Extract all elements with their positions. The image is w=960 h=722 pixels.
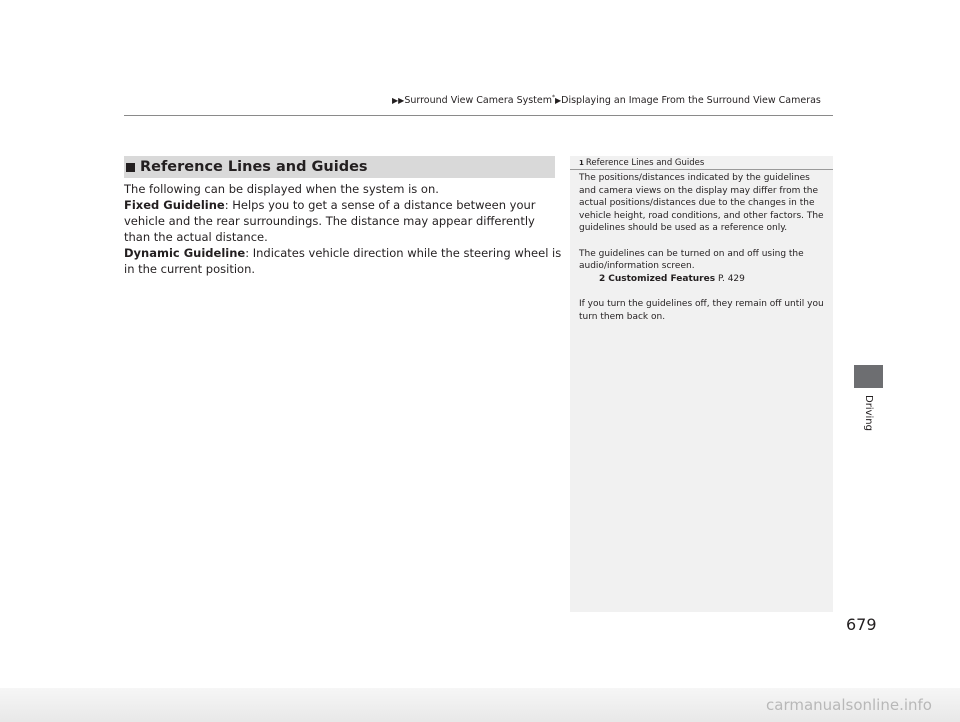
sidebar-rule bbox=[570, 169, 833, 170]
square-bullet-icon bbox=[126, 163, 135, 172]
breadcrumb-star: * bbox=[552, 94, 555, 101]
sidebar-para: The positions/distances indicated by the guidelines and camera views on the display may differ from the actual positions/distances due to the changes in the vehicle height, road conditions, and other factors. The guidelines should be used as a reference only. bbox=[579, 173, 824, 234]
sidebar-body bbox=[579, 172, 829, 336]
chapter-tab-label: Driving bbox=[863, 395, 874, 431]
breadcrumb-arrow-icon: ▶ bbox=[555, 96, 562, 106]
cross-reference-link[interactable] bbox=[579, 273, 829, 286]
sidebar-para-text: The guidelines can be turned on and off using the audio/information screen. bbox=[579, 248, 804, 272]
sidebar-note bbox=[570, 156, 833, 612]
section-heading-text: Reference Lines and Guides bbox=[140, 159, 368, 175]
section-heading bbox=[124, 156, 555, 178]
intro-text: The following can be displayed when the system is on. bbox=[124, 182, 439, 196]
breadcrumb bbox=[392, 94, 821, 106]
note-number-icon: 1 bbox=[579, 159, 584, 167]
sidebar-para: If you turn the guidelines off, they remain off until you turn them back on. bbox=[579, 298, 824, 322]
breadcrumb-arrow-icon: ▶▶ bbox=[392, 96, 405, 106]
sidebar-title bbox=[579, 158, 704, 168]
watermark-text: carmanualsonline.info bbox=[766, 696, 932, 714]
header-rule bbox=[124, 115, 833, 116]
guideline-term: Dynamic Guideline bbox=[124, 246, 246, 260]
chapter-tab-marker bbox=[854, 365, 883, 388]
guideline-item bbox=[124, 197, 564, 245]
guideline-desc: : Indicates vehicle direction while the steering wheel is in the current position. bbox=[124, 246, 562, 276]
section-body bbox=[124, 181, 564, 277]
breadcrumb-part-2[interactable]: Displaying an Image From the Surround View Cameras bbox=[561, 95, 821, 107]
breadcrumb-part-1[interactable]: Surround View Camera System bbox=[404, 95, 552, 107]
reference-arrow-icon: 2 bbox=[599, 273, 606, 284]
page-number: 679 bbox=[846, 615, 877, 634]
guideline-item bbox=[124, 245, 564, 277]
sidebar-title-text: Reference Lines and Guides bbox=[585, 158, 705, 168]
reference-page: P. 429 bbox=[717, 273, 745, 284]
guideline-desc: : Helps you to get a sense of a distance between your vehicle and the rear surroundings. The distance may appear differently than the actual distance. bbox=[124, 198, 536, 244]
footer-watermark bbox=[0, 688, 960, 722]
reference-label: Customized Features bbox=[608, 273, 716, 284]
guideline-term: Fixed Guideline bbox=[124, 198, 225, 212]
sidebar-para bbox=[579, 248, 829, 286]
